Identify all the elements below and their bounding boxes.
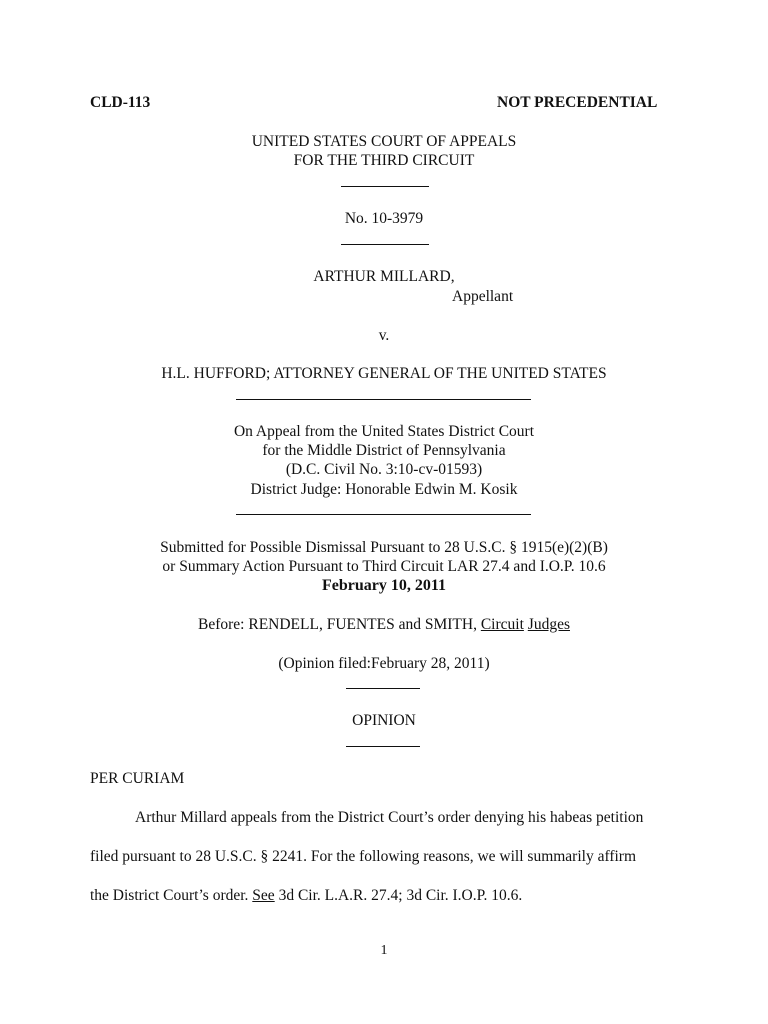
versus: v. — [378, 327, 390, 344]
paragraph-line2: filed pursuant to 28 U.S.C. § 2241. For the following reasons, we will summarily affirm — [90, 848, 637, 865]
opinion-heading: OPINION — [352, 712, 416, 729]
see-signal: See — [252, 887, 275, 904]
panel-judges: Judges — [527, 616, 570, 633]
panel-prefix: Before: RENDELL, FUENTES and SMITH, — [198, 616, 481, 633]
appeal-info-line3: (D.C. Civil No. 3:10-cv-01593) — [285, 461, 483, 478]
case-number: No. 10-3979 — [344, 210, 424, 227]
appellees: H.L. HUFFORD; ATTORNEY GENERAL OF THE UNITED STATES — [161, 365, 607, 382]
page-number: 1 — [380, 943, 388, 958]
divider-short-1 — [341, 186, 429, 187]
submission-line1: Submitted for Possible Dismissal Pursuant to 28 U.S.C. § 1915(e)(2)(B) — [160, 539, 608, 556]
divider-short-4 — [346, 746, 420, 747]
appeal-info-line4: District Judge: Honorable Edwin M. Kosik — [250, 481, 518, 498]
paragraph-line3-suffix: 3d Cir. L.A.R. 27.4; 3d Cir. I.O.P. 10.6. — [274, 887, 523, 904]
divider-long-2 — [236, 514, 531, 515]
submission-line2: or Summary Action Pursuant to Third Circuit LAR 27.4 and I.O.P. 10.6 — [162, 558, 606, 575]
divider-short-2 — [341, 244, 429, 245]
paragraph-line3-prefix: the District Court’s order. — [90, 887, 253, 904]
precedential-status: NOT PRECEDENTIAL — [497, 94, 658, 111]
panel-circuit: Circuit — [480, 616, 524, 633]
appeal-info-line1: On Appeal from the United States District Court — [233, 423, 535, 440]
appellant-role: Appellant — [452, 288, 514, 305]
appeal-info-line2: for the Middle District of Pennsylvania — [262, 442, 506, 459]
opinion-filed: (Opinion filed:February 28, 2011) — [278, 655, 490, 672]
court-name-line1: UNITED STATES COURT OF APPEALS — [251, 133, 517, 150]
paragraph-line1: Arthur Millard appeals from the District Court’s order denying his habeas petition — [135, 809, 644, 826]
divider-short-3 — [346, 688, 420, 689]
divider-long-1 — [236, 399, 531, 400]
appellant-name: ARTHUR MILLARD, — [313, 268, 455, 285]
panel-before — [0, 616, 768, 634]
paragraph-line3 — [90, 887, 522, 905]
docket-code: CLD-113 — [90, 94, 151, 111]
submission-date: February 10, 2011 — [322, 577, 446, 594]
court-name-line2: FOR THE THIRD CIRCUIT — [293, 152, 475, 169]
per-curiam: PER CURIAM — [90, 770, 185, 787]
